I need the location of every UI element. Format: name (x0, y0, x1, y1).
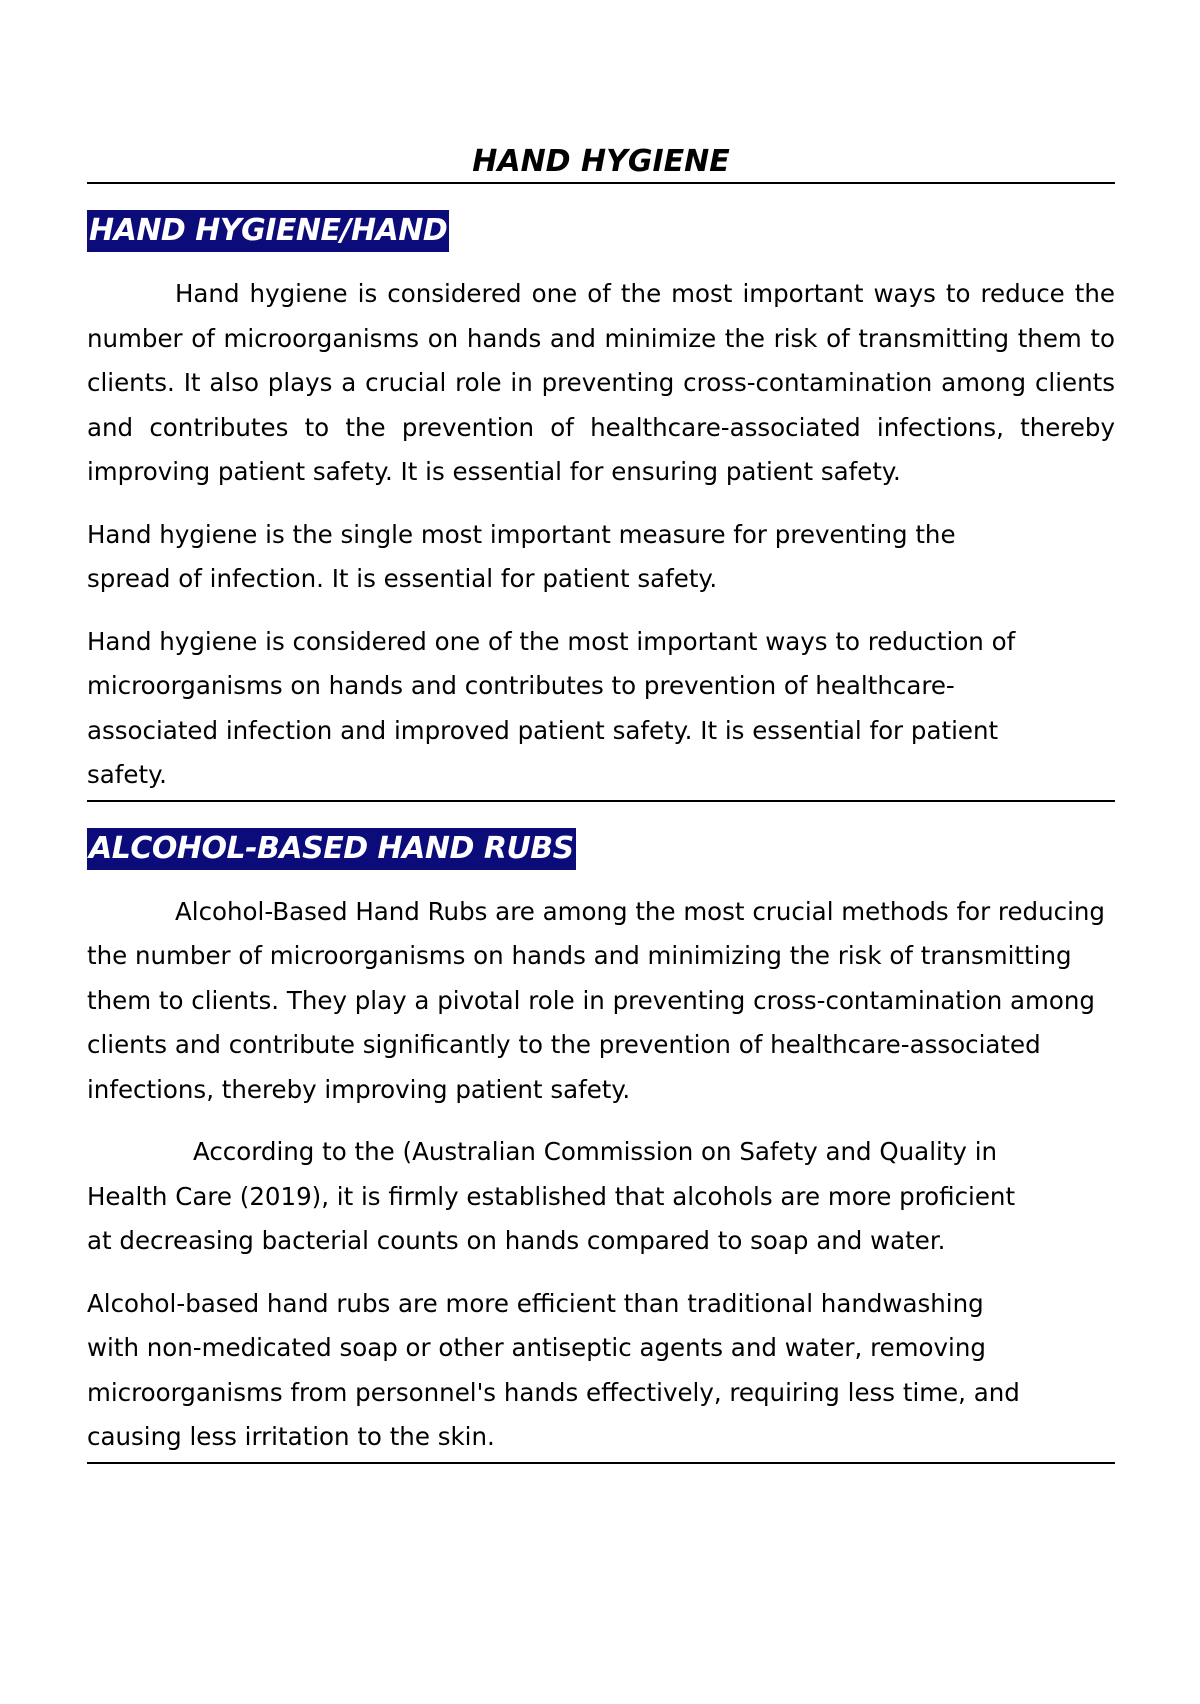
section-hand-hygiene (87, 210, 1115, 798)
paragraph-abhr-commission: According to the (Australian Commission on Safety and Quality in Health Care (2019), it is firmly established that alcohols are more proficient at decreasing bacterial counts on hands compared to soap and water. (87, 1137, 1016, 1255)
section-alcohol-based-hand-rubs (87, 828, 1115, 1460)
document-title: HAND HYGIENE (472, 144, 730, 179)
title-divider (87, 182, 1115, 184)
document-page (87, 140, 1115, 1464)
section-heading-alcohol-based-hand-rubs: ALCOHOL-BASED HAND RUBS (87, 828, 576, 870)
paragraph-hand-hygiene-intro: Hand hygiene is considered one of the most important ways to reduce the number of microorganisms on hands and minimize the risk of transmitting them to clients. It also plays a crucial role in preventing cross-contamination among clients and contributes to the prevention of healthcare-associated infections, thereby improving patient safety. It is essential for ensuring patient safety. (87, 279, 1115, 486)
section-divider-2 (87, 1462, 1115, 1464)
section-divider-1 (87, 800, 1115, 802)
paragraph-hand-hygiene-measure: Hand hygiene is the single most important measure for preventing the spread of infection. It is essential for patient safety. (87, 519, 956, 593)
paragraph-hand-hygiene-reduction: Hand hygiene is considered one of the most important ways to reduction of microorganisms on hands and contributes to prevention of healthcare-associated infection and improved patient safety. It is essential for patient safety. (87, 626, 1016, 789)
section-heading-hand-hygiene: HAND HYGIENE/HAND (87, 210, 449, 252)
paragraph-abhr-efficiency: Alcohol-based hand rubs are more efficient than traditional handwashing with non-medicated soap or other antiseptic agents and water, removing microorganisms from personnel's hands effectively, requiring less time, and causing less irritation to the skin. (87, 1288, 1020, 1451)
paragraph-abhr-intro: Alcohol-Based Hand Rubs are among the most crucial methods for reducing the number of microorganisms on hands and minimizing the risk of transmitting them to clients. They play a pivotal role in preventing cross-contamination among clients and contribute significantly to the prevention of healthcare-associated infections, thereby improving patient safety. (87, 896, 1105, 1104)
